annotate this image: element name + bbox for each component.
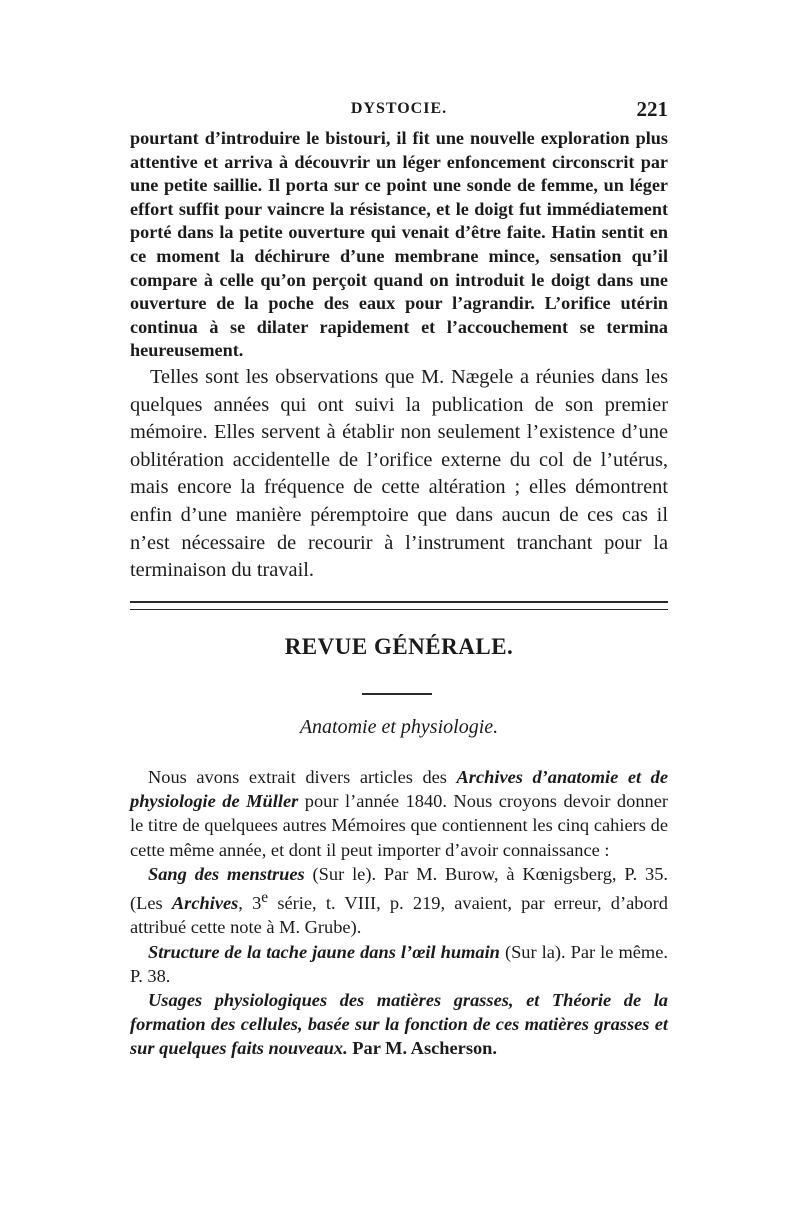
superscript: e: [261, 889, 269, 907]
entry-text: , 3: [238, 893, 262, 914]
paragraph-text: Telles sont les observations que M. Nægele a réunies dans les quelques années qui ont suivi la publication de son premier mémoire. Elles servent à établir non seulement l’existence d’une oblitération accidentelle de l’orifice externe du col de l’utérus, mais encore la fréquence de cette altération ; elles démontrent enfin d’une manière péremptoire que dans aucun de ces cas il n’est nécessaire de recourir à l’instrument tranchant pour la terminaison du travail.: [130, 366, 668, 582]
entry-text: série, t. VIII, p. 219, avaient, par erreur, d’abord attribué cette note à M. Grube).: [130, 893, 669, 938]
journal-title: Archives: [171, 893, 239, 914]
entry-text: (Sur le). Par M. Burow, à Kœnigsberg, P. 35. (Les: [130, 863, 668, 914]
conclusion-paragraph: [130, 364, 668, 585]
entry-title: Structure de la tache jaune dans l’œil humain: [148, 941, 500, 962]
section-divider: [130, 601, 668, 610]
review-entry: [130, 862, 668, 940]
paragraph-text: pourtant d’introduire le bistouri, il fit une nouvelle exploration plus attentive et arriva à découvrir un léger enfoncement circonscrit par une petite saillie. Il porta sur ce point une sonde de femme, un léger effort suffit pour vaincre la résistance, et le doigt fut immédiatement porté dans la petite ouverture qui venait d’être faite. Hatin sentit en ce moment la déchirure d’une membrane mince, sensation qu’il compare à celle qu’on perçoit quand on introduit le doigt dans une ouverture de la poche des eaux pour l’agrandir. L’orifice utérin continua à se dilater rapidement et l’accouchement se termina heureusement.: [130, 128, 668, 361]
title-underline: [362, 693, 432, 695]
intro-text: pour l’année 1840. Nous croyons devoir donner le titre de quelquees autres Mémoires que contiennent les cinq cahiers de cette même année, et dont il peut importer d’avoir connaissance :: [130, 791, 668, 860]
review-entry: [130, 988, 668, 1061]
subsection-title: Anatomie et physiologie.: [299, 716, 499, 738]
review-text: [130, 765, 668, 1061]
journal-title: Archives d’anatomie et de physiologie de Müller: [130, 767, 668, 812]
running-title: DYSTOCIE.: [350, 100, 448, 117]
entry-title: Usages physiologiques des matières grasses, et Théorie de la formation des cellules, basée sur la fonction de ces matières grasses et sur quelques faits nouveaux.: [130, 989, 668, 1059]
entry-text: Par M. Ascherson.: [347, 1038, 497, 1059]
running-head: [130, 97, 668, 124]
entry-text: (Sur la). Par le même. P. 38.: [130, 941, 668, 986]
page-number: 221: [636, 97, 668, 121]
review-intro: [130, 765, 668, 862]
section-title: REVUE GÉNÉRALE.: [284, 634, 514, 659]
intro-text: Nous avons extrait divers articles des: [148, 767, 457, 787]
entry-title: Sang des menstrues: [148, 863, 305, 884]
case-report-paragraph: [130, 127, 668, 363]
review-entry: [130, 940, 668, 988]
